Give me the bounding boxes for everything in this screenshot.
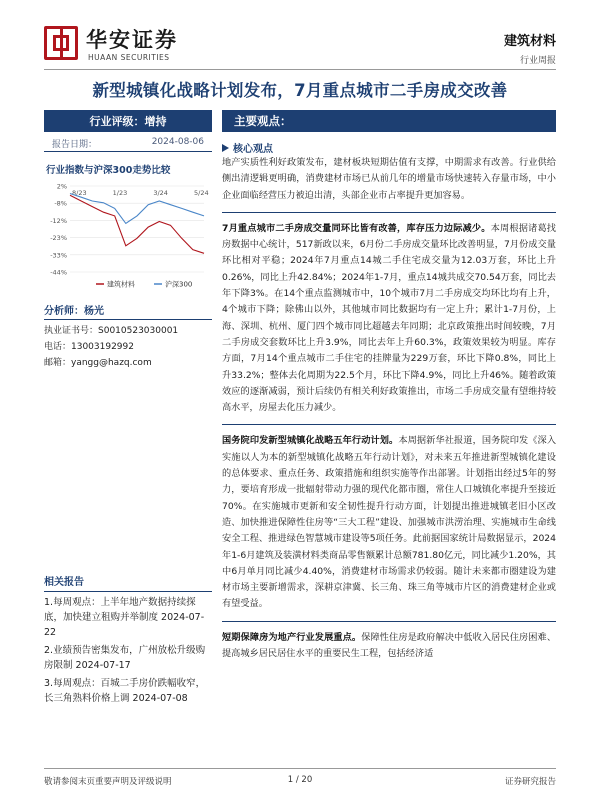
core-head-label: 核心观点 <box>233 144 273 155</box>
paragraph-urbanization-lead: 国务院印发新型城镇化战略五年行动计划。 <box>222 435 399 447</box>
triangle-icon <box>222 144 229 152</box>
y-tick-label: -33% <box>50 251 67 260</box>
y-tick-label: -12% <box>50 216 67 225</box>
paragraph-affordable-body: 保障性住房是政府解决中低收入居民住房困难、提高城乡居民居住水平的重要民生工程，包括经济适 <box>222 631 557 660</box>
paragraph-urbanization-body: 本周据新华社报道，国务院印发《深入实施以人为本的新型城镇化战略五年行动计划》，对未来五年推进新型城镇化建设的总体要求、重点任务、政策措施和组织实施等作出部署。计划指出经过5年的努力，要培育形成一批辐射带动力强的现代化都市圈，常住人口城镇化率提升至接近70%。在实施城市更新和安全韧性提升行动方面，计划提出推进城镇老旧小区改造、加快推进保障性住房等“三大工程”建设、加强城市洪涝治理、实施城市生命线安全工程、推进绿色智慧城市建设等5项任务。此前据国家统计局数据显示，2024年1-6月建筑及装潢材料类商品零售额累计总额781.80亿元，同比减少1.20%，其中6月单月同比减少4.40%，消费建材市场需求仍较弱。随计未来都市圈建设为建材市场主要新增需求，深耕京津冀、长三角、珠三角等城市片区的消费建材企业或有望受益。 <box>222 435 557 610</box>
footer-right: 证券研究报告 <box>504 777 556 787</box>
left-sidebar <box>44 110 212 368</box>
legend-label: 建筑材料 <box>107 280 135 289</box>
header-divider <box>44 69 556 70</box>
chart-title: 行业指数与沪深300走势比较 <box>46 165 171 176</box>
company-logo <box>44 24 204 66</box>
series-line-1 <box>70 194 204 224</box>
rating-bar: 行业评级：增持 <box>44 110 212 132</box>
index-chart-svg <box>44 180 212 296</box>
report-date: 2024-08-06 <box>151 137 204 147</box>
y-tick-label: 2% <box>56 182 67 191</box>
paragraph-housing-body: 本周根据诸葛找房数据中心统计，517新政以来，6月份二手房成交量环比改善明显，7月份成交量环比相对平稳；2024年7月重点14城二手住宅成交量为12.03万套，环比上升0.26%，同比上升42.84%；2024年1-7月，重点14城共成交70.54万套，同比去年下降3%。在14个重点监测城市中，10个城市7月二手房成交均环比均有上升，4个城市下降；除佛山以外，其他城市同比数据均有一定上升；累计1-7月份，上海、深圳、杭州、厦门四个城市同比超越去年同期；北京政策推出时间较晚，7月二手房成交套数环比上升3.9%，同比去年上升60.3%，政策效果较为明显。库存方面，7月14个重点城市二手住宅的挂牌量为229万套，环比下降0.8%，同比上升33.2%；整体去化周期为22.5个月，环比下降4.9%，同比上升46%。随着政策效应的逐渐减弱，预计后续仍有相关利好政策推出，市场二手房成交量有望维持较高水平，房屋去化压力减少。 <box>222 222 556 414</box>
legend-label: 沪深300 <box>165 280 193 289</box>
series-line-0 <box>70 195 204 253</box>
footer-divider <box>44 768 556 769</box>
paragraph-affordable-lead: 短期保障房为地产行业发展重点。 <box>222 631 362 643</box>
x-tick-label: 8/23 <box>72 189 87 197</box>
report-type: 行业周报 <box>519 56 556 66</box>
analyst-block <box>44 302 212 368</box>
y-tick-label: -8% <box>54 199 67 208</box>
analyst-phone: 电话：13003192992 <box>44 342 134 352</box>
related-report-item[interactable]: 1.每周观点：上半年地产数据持续探底，加快建立租购并举制度 2024-07-22 <box>44 597 205 638</box>
related-report-item[interactable]: 2.业绩预告密集发布，广州放松升级购房限制 2024-07-17 <box>44 645 206 671</box>
logo-text-en: HUAAN SECURITIES <box>88 53 170 62</box>
main-content <box>222 110 556 662</box>
y-tick-label: -23% <box>50 234 67 243</box>
analyst-cert: 执业证书号：S0010523030001 <box>44 326 179 336</box>
x-tick-label: 3/24 <box>153 189 168 197</box>
analyst-label: 分析师： <box>44 306 84 317</box>
main-heading: 主要观点： <box>222 110 556 132</box>
header-right <box>504 30 556 66</box>
analyst-name-line <box>44 302 212 320</box>
paragraph-urbanization <box>222 433 556 612</box>
page-number: 1 / 20 <box>287 775 313 785</box>
core-paragraph: 地产实质性利好政策发布，建材板块短期估值有支撑，中期需求有改善。行业供给侧出清逻辑更明确，消费建材市场已从前几年的增量市场快速转入存量市场，中小企业面临经营压力被迫出清，头部企业市占率提升更加容易。 <box>222 157 556 201</box>
related-report-item[interactable]: 3.每周观点：百城二手房价跌幅收窄，长三角熟料价格上调 2024-07-08 <box>44 678 206 704</box>
analyst-email[interactable]: 邮箱：yangg@hazq.com <box>44 358 152 368</box>
date-label: 报告日期： <box>52 140 98 150</box>
x-tick-label: 1/23 <box>112 189 128 197</box>
analyst-name: 杨光 <box>84 306 104 317</box>
sector-name: 建筑材料 <box>503 34 556 49</box>
x-tick-label: 5/24 <box>194 189 209 197</box>
core-head <box>222 140 556 155</box>
report-title: 新型城镇化战略计划发布，7月重点城市二手房成交改善 <box>92 81 508 100</box>
core-section <box>222 140 556 204</box>
paragraph-housing-lead: 7月重点城市二手房成交量同环比皆有改善，库存压力边际减少。 <box>222 222 491 234</box>
logo-text-cn: 华安证券 <box>86 28 178 52</box>
y-tick-label: -44% <box>50 268 67 277</box>
logo-mark-icon <box>44 26 78 60</box>
report-date-row <box>44 132 212 152</box>
paragraph-affordable-housing <box>222 630 556 663</box>
footer-disclaimer[interactable]: 敬请参阅末页重要声明及评级说明 <box>44 777 172 787</box>
index-chart <box>44 180 212 296</box>
related-reports-head: 相关报告 <box>44 573 212 592</box>
related-reports <box>44 573 212 706</box>
paragraph-housing <box>222 221 556 417</box>
